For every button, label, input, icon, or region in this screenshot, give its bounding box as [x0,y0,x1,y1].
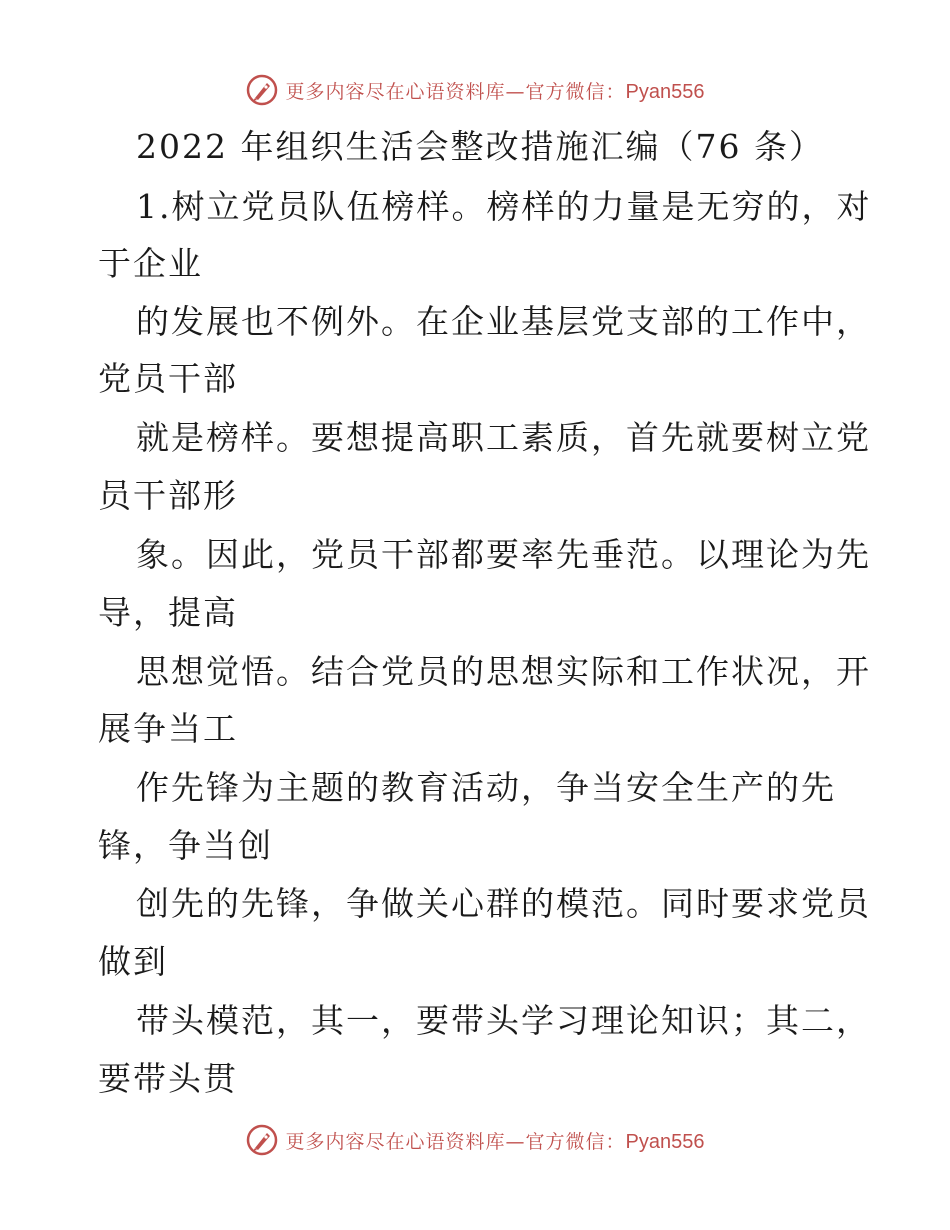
body-line: 导，提高 [98,593,238,632]
body-line: 1.树立党员队伍榜样。榜样的力量是无穷的，对 [136,187,872,226]
watermark-text [286,1127,705,1154]
watermark-label: 更多内容尽在心语资料库—官方微信： [285,1130,626,1153]
body-line: 展争当工 [98,709,238,748]
watermark-text [286,77,705,104]
body-line: 带头模范，其一，要带头学习理论知识；其二， [136,1001,871,1040]
body-line: 思想觉悟。结合党员的思想实际和工作状况，开 [136,652,871,691]
body-line: 作先锋为主题的教育活动，争当安全生产的先 [136,768,836,807]
pen-nib-logo-icon [246,74,278,106]
body-line: 做到 [98,942,168,981]
body-line: 创先的先锋，争做关心群的模范。同时要求党员 [136,884,871,923]
body-line: 的发展也不例外。在企业基层党支部的工作中， [136,302,871,341]
body-line: 就是榜样。要想提高职工素质，首先就要树立党 [136,418,871,457]
body-line: 锋，争当创 [98,826,273,865]
watermark-label: 更多内容尽在心语资料库—官方微信： [285,80,626,103]
header-watermark [0,70,950,110]
body-line: 要带头贯 [98,1059,238,1098]
watermark-wechat-id: Pyan556 [625,80,705,103]
watermark-wechat-id: Pyan556 [625,1130,705,1153]
pen-nib-logo-icon [246,1124,278,1156]
body-line: 于企业 [98,244,203,283]
document-title: 2022 年组织生活会整改措施汇编（76 条） [136,127,824,166]
body-line: 象。因此，党员干部都要率先垂范。以理论为先 [136,535,871,574]
footer-watermark [0,1120,950,1160]
body-line: 党员干部 [98,359,238,398]
body-line: 员干部形 [98,476,238,515]
